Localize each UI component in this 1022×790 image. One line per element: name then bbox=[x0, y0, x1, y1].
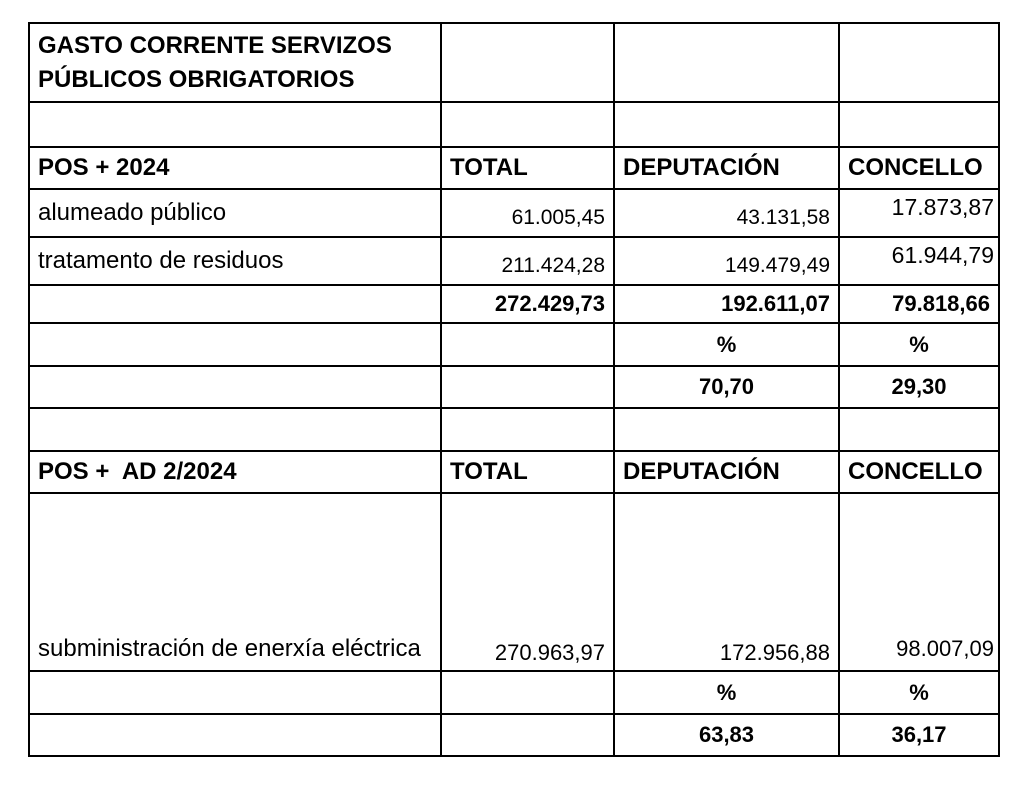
col-header-deputacion: DEPUTACIÓN bbox=[614, 147, 839, 189]
value-alumeado-deputacion: 43.131,58 bbox=[614, 189, 839, 237]
pct-header-deputacion-2: % bbox=[614, 671, 839, 714]
row-label-tratamento-residuos: tratamento de residuos bbox=[29, 237, 441, 285]
section-pos-ad-2024-label: POS + AD 2/2024 bbox=[29, 451, 441, 493]
row-label-subministracion-enerxia: subministración de enerxía eléctrica bbox=[29, 493, 441, 671]
pct-value-deputacion: 70,70 bbox=[614, 366, 839, 408]
empty-cell bbox=[29, 102, 441, 147]
empty-cell bbox=[29, 366, 441, 408]
empty-cell bbox=[441, 366, 614, 408]
pct-value-deputacion-2: 63,83 bbox=[614, 714, 839, 756]
table-row bbox=[29, 671, 999, 714]
empty-cell bbox=[441, 408, 614, 451]
pct-header-concello: % bbox=[839, 323, 999, 366]
pct-value-concello-2: 36,17 bbox=[839, 714, 999, 756]
empty-cell bbox=[29, 323, 441, 366]
empty-cell bbox=[441, 23, 614, 102]
empty-cell bbox=[441, 714, 614, 756]
budget-table bbox=[28, 22, 1000, 757]
empty-cell bbox=[839, 102, 999, 147]
table-row bbox=[29, 714, 999, 756]
table-row bbox=[29, 237, 999, 285]
empty-cell bbox=[839, 23, 999, 102]
empty-cell bbox=[614, 102, 839, 147]
table-row bbox=[29, 285, 999, 323]
empty-cell bbox=[29, 671, 441, 714]
empty-cell bbox=[441, 671, 614, 714]
empty-cell bbox=[614, 23, 839, 102]
empty-cell bbox=[29, 285, 441, 323]
section-pos-2024-label: POS + 2024 bbox=[29, 147, 441, 189]
row-label-alumeado-publico: alumeado público bbox=[29, 189, 441, 237]
table-row bbox=[29, 366, 999, 408]
empty-cell bbox=[29, 714, 441, 756]
value-tratamento-concello: 61.944,79 bbox=[839, 237, 999, 285]
table-row bbox=[29, 102, 999, 147]
col-header-concello-2: CONCELLO bbox=[839, 451, 999, 493]
table-row bbox=[29, 189, 999, 237]
table-row bbox=[29, 408, 999, 451]
col-header-deputacion-2: DEPUTACIÓN bbox=[614, 451, 839, 493]
table-row bbox=[29, 23, 999, 102]
col-header-total: TOTAL bbox=[441, 147, 614, 189]
col-header-total-2: TOTAL bbox=[441, 451, 614, 493]
empty-cell bbox=[839, 408, 999, 451]
empty-cell bbox=[441, 102, 614, 147]
pct-value-concello: 29,30 bbox=[839, 366, 999, 408]
value-alumeado-total: 61.005,45 bbox=[441, 189, 614, 237]
value-subministracion-concello: 98.007,09 bbox=[839, 493, 999, 671]
value-subministracion-total: 270.963,97 bbox=[441, 493, 614, 671]
sum-concello: 79.818,66 bbox=[839, 285, 999, 323]
pct-header-concello-2: % bbox=[839, 671, 999, 714]
table-title-cell: GASTO CORRENTE SERVIZOS PÚBLICOS OBRIGATORIOS bbox=[29, 23, 441, 102]
empty-cell bbox=[29, 408, 441, 451]
pct-header-deputacion: % bbox=[614, 323, 839, 366]
table-row bbox=[29, 323, 999, 366]
empty-cell bbox=[441, 323, 614, 366]
table-row bbox=[29, 147, 999, 189]
sum-deputacion: 192.611,07 bbox=[614, 285, 839, 323]
value-tratamento-deputacion: 149.479,49 bbox=[614, 237, 839, 285]
table-row bbox=[29, 451, 999, 493]
col-header-concello: CONCELLO bbox=[839, 147, 999, 189]
table-row bbox=[29, 493, 999, 671]
sum-total: 272.429,73 bbox=[441, 285, 614, 323]
value-tratamento-total: 211.424,28 bbox=[441, 237, 614, 285]
empty-cell bbox=[614, 408, 839, 451]
value-alumeado-concello: 17.873,87 bbox=[839, 189, 999, 237]
value-subministracion-deputacion: 172.956,88 bbox=[614, 493, 839, 671]
